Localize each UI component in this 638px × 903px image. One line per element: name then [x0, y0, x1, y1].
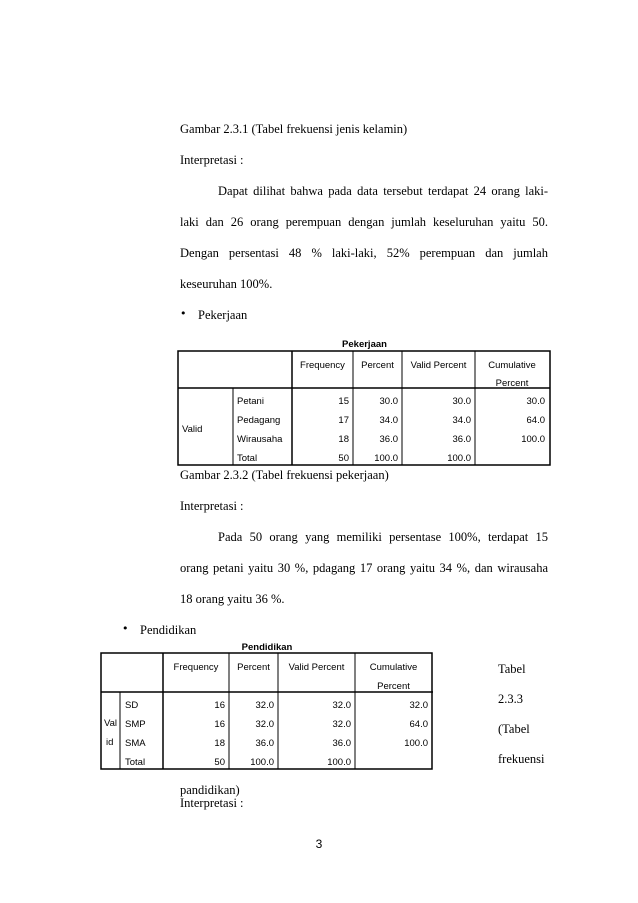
t2-header-percent: Percent	[237, 662, 270, 673]
caption-gambar-2-3-1: Gambar 2.3.1 (Tabel frekuensi jenis kelamin)	[180, 122, 408, 136]
t1-header-cumulative: Cumulative	[488, 360, 536, 371]
t2-row-pct: 36.0	[255, 738, 274, 749]
t1-row-pct: 30.0	[379, 396, 398, 407]
t2-row-vpct: 100.0	[327, 757, 351, 768]
caption-pandidikan: pandidikan)	[180, 783, 240, 797]
t2-row-vpct: 32.0	[332, 719, 351, 730]
t1-row-cum: 100.0	[521, 434, 545, 445]
t1-header-percent: Percent	[361, 360, 394, 371]
t1-row-pct: 36.0	[379, 434, 398, 445]
page-number: 3	[315, 837, 323, 851]
t1-row-freq: 17	[338, 415, 349, 426]
t2-row-cum: 32.0	[409, 700, 428, 711]
t1-row-vpct: 34.0	[452, 415, 471, 426]
t1-valid-label: Valid	[182, 424, 203, 435]
para2-line-2: orang petani yaitu 30 %, pdagang 17 orang yaitu 34 %, dan wirausaha	[180, 561, 548, 575]
t2-row-freq: 16	[214, 700, 225, 711]
t2-row-label: SD	[125, 700, 139, 711]
interpretasi-label-2: Interpretasi :	[180, 499, 244, 513]
t2-row-freq: 18	[214, 738, 225, 749]
t1-header-cumulative-percent: Percent	[495, 378, 529, 389]
t1-row-cum: 30.0	[526, 396, 545, 407]
t1-header-frequency: Frequency	[300, 360, 345, 371]
t1-row-label: Total	[237, 453, 258, 464]
t1-row-pct: 34.0	[379, 415, 398, 426]
t2-row-cum: 100.0	[404, 738, 428, 749]
t2-valid-label-1: Val	[104, 718, 118, 729]
t2-row-label: SMP	[125, 719, 146, 730]
t2-row-pct: 32.0	[255, 700, 274, 711]
para1-line-2: laki dan 26 orang perempuan dengan jumlah keseluruhan yaitu 50.	[180, 215, 548, 229]
t2-row-cum: 64.0	[409, 719, 428, 730]
side-caption-line-3: (Tabel	[498, 722, 530, 736]
caption-gambar-2-3-2: Gambar 2.3.2 (Tabel frekuensi pekerjaan)	[180, 468, 389, 482]
t2-row-pct: 100.0	[250, 757, 274, 768]
t1-row-label: Wirausaha	[237, 434, 283, 445]
para1-line-1: Dapat dilihat bahwa pada data tersebut terdapat 24 orang laki-	[218, 184, 548, 198]
table1-title: Pekerjaan	[342, 339, 387, 350]
t2-row-vpct: 36.0	[332, 738, 351, 749]
bullet-pekerjaan: Pekerjaan	[198, 308, 248, 322]
t1-row-pct: 100.0	[374, 453, 398, 464]
t2-row-label: SMA	[125, 738, 146, 749]
t2-header-frequency: Frequency	[173, 662, 219, 673]
t1-row-cum: 64.0	[526, 415, 545, 426]
para1-line-4: keseuruhan 100%.	[180, 277, 273, 291]
t1-row-vpct: 100.0	[447, 453, 471, 464]
bullet-icon: •	[122, 622, 129, 635]
interpretasi-label-1: Interpretasi :	[180, 153, 244, 167]
t2-header-cumulative-percent: Percent	[377, 681, 410, 692]
para1-line-3: Dengan persentasi 48 % laki-laki, 52% perempuan dan jumlah	[180, 246, 548, 260]
t1-row-freq: 18	[338, 434, 349, 445]
para2-line-3: 18 orang yaitu 36 %.	[180, 592, 285, 606]
t1-row-label: Petani	[237, 396, 264, 407]
side-caption-line-4: frekuensi	[498, 752, 545, 766]
table2-title: Pendidikan	[241, 642, 293, 653]
t2-row-pct: 32.0	[255, 719, 274, 730]
para2-line-1: Pada 50 orang yang memiliki persentase 100%, terdapat 15	[218, 530, 548, 544]
t2-row-freq: 50	[214, 757, 225, 768]
bullet-icon: •	[180, 307, 187, 320]
t1-header-valid-percent: Valid Percent	[410, 360, 467, 371]
t1-row-label: Pedagang	[237, 415, 281, 426]
t2-header-cumulative: Cumulative	[369, 662, 418, 673]
t2-row-freq: 16	[214, 719, 225, 730]
bullet-pendidikan: Pendidikan	[140, 623, 197, 637]
interpretasi-label-3: Interpretasi :	[180, 796, 244, 810]
side-caption-line-1: Tabel	[498, 662, 526, 676]
t2-row-vpct: 32.0	[332, 700, 351, 711]
t1-row-freq: 15	[338, 396, 349, 407]
side-caption-line-2: 2.3.3	[498, 692, 523, 706]
t1-row-vpct: 30.0	[452, 396, 471, 407]
t2-row-label: Total	[125, 757, 146, 768]
t1-row-vpct: 36.0	[452, 434, 471, 445]
t2-valid-label-2: id	[106, 737, 114, 748]
t2-header-valid-percent: Valid Percent	[288, 662, 345, 673]
t1-row-freq: 50	[338, 453, 349, 464]
